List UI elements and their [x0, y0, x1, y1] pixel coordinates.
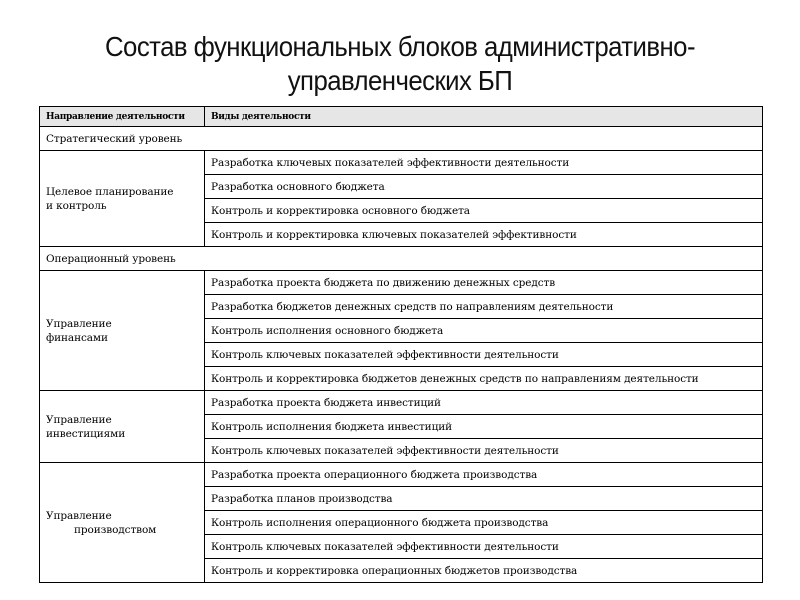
activity-cell: Разработка ключевых показателей эффективности деятельности	[205, 151, 763, 175]
activity-cell: Разработка основного бюджета	[205, 175, 763, 199]
group-production-management	[40, 463, 205, 583]
table-row	[40, 271, 763, 295]
activity-cell: Контроль ключевых показателей эффективности деятельности	[205, 535, 763, 559]
activity-cell: Контроль ключевых показателей эффективности деятельности	[205, 439, 763, 463]
level-label: Операционный уровень	[40, 247, 763, 271]
table-row	[40, 391, 763, 415]
table-row	[40, 463, 763, 487]
activity-cell: Контроль исполнения операционного бюджета производства	[205, 511, 763, 535]
activities-table	[39, 106, 763, 583]
activity-cell: Контроль исполнения бюджета инвестиций	[205, 415, 763, 439]
level-row-strategic	[40, 127, 763, 151]
column-header-direction: Направление деятельности	[40, 107, 205, 127]
activity-cell: Контроль и корректировка бюджетов денежных средств по направлениям деятельности	[205, 367, 763, 391]
activity-cell: Разработка планов производства	[205, 487, 763, 511]
group-name-line-1: Управление	[46, 317, 112, 330]
column-header-activities: Виды деятельности	[205, 107, 763, 127]
activity-cell: Контроль и корректировка основного бюджета	[205, 199, 763, 223]
slide-title-line-1: Состав функциональных блоков административно-	[104, 31, 695, 62]
slide-title-line-2: управленческих БП	[287, 65, 513, 96]
level-label: Стратегический уровень	[40, 127, 763, 151]
group-name-line-1: Управление	[46, 413, 112, 426]
group-name-line-2: и контроль	[46, 199, 107, 212]
table-row	[40, 151, 763, 175]
activity-cell: Контроль и корректировка операционных бюджетов производства	[205, 559, 763, 583]
activity-cell: Контроль и корректировка ключевых показателей эффективности	[205, 223, 763, 247]
group-name-line-2-text: производством	[74, 523, 157, 536]
activity-cell: Разработка проекта бюджета инвестиций	[205, 391, 763, 415]
level-row-operational	[40, 247, 763, 271]
group-target-planning	[40, 151, 205, 247]
group-investment-management	[40, 391, 205, 463]
activity-cell: Разработка проекта операционного бюджета производства	[205, 463, 763, 487]
activity-cell: Разработка проекта бюджета по движению денежных средств	[205, 271, 763, 295]
table-header-row	[40, 107, 763, 127]
group-name-line-1: Управление	[46, 509, 112, 522]
group-name-line-2: инвестициями	[46, 427, 126, 440]
group-name-line-1: Целевое планирование	[46, 185, 174, 198]
group-name-line-2	[46, 523, 198, 537]
activity-cell: Контроль исполнения основного бюджета	[205, 319, 763, 343]
slide-title	[32, 30, 768, 98]
group-name-line-2: финансами	[46, 331, 108, 344]
group-finance-management	[40, 271, 205, 391]
activity-cell: Разработка бюджетов денежных средств по направлениям деятельности	[205, 295, 763, 319]
activity-cell: Контроль ключевых показателей эффективности деятельности	[205, 343, 763, 367]
